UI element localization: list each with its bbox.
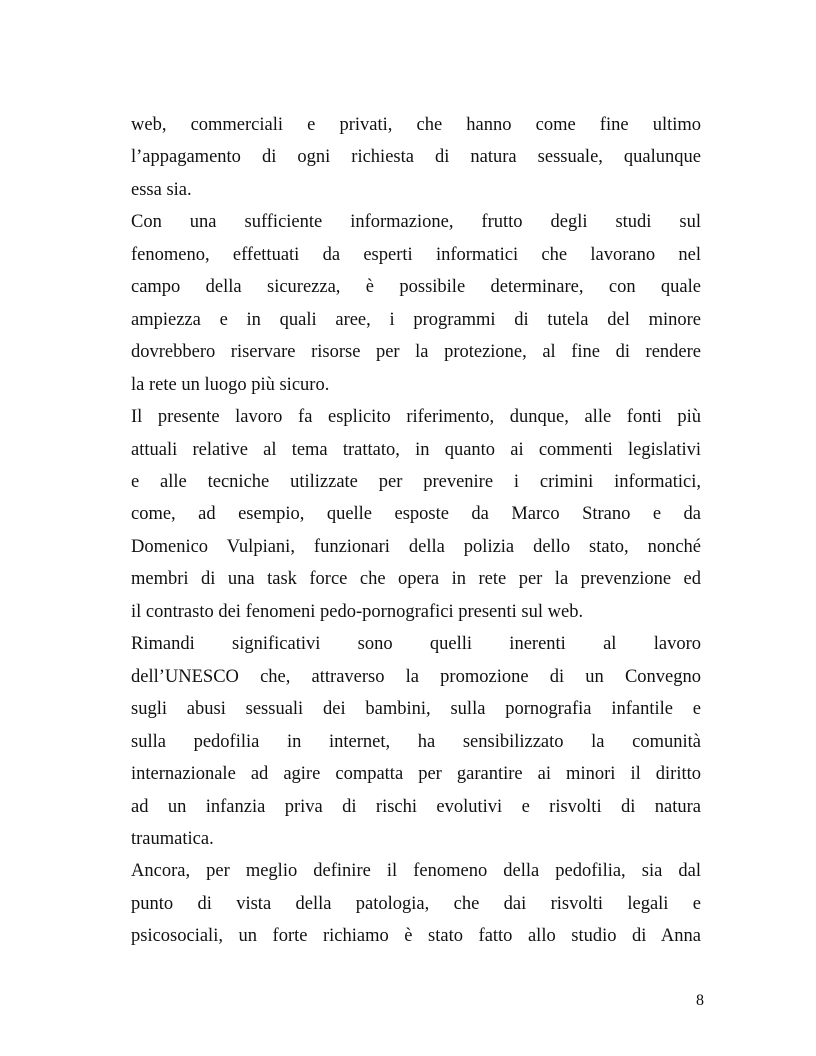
text-line: Ancora, per meglio definire il fenomeno della pedofilia, sia dal bbox=[131, 861, 701, 882]
text-line: essa sia. bbox=[131, 179, 192, 200]
text-line: Con una sufficiente informazione, frutto degli studi sul bbox=[131, 212, 701, 233]
text-line: Rimandi significativi sono quelli inerenti al lavoro bbox=[131, 634, 701, 655]
text-line: ampiezza e in quali aree, i programmi di tutela del minore bbox=[131, 309, 701, 330]
text-line: campo della sicurezza, è possibile determinare, con quale bbox=[131, 277, 701, 298]
text-line: sugli abusi sessuali dei bambini, sulla pornografia infantile e bbox=[131, 699, 701, 720]
text-line: l’appagamento di ogni richiesta di natura sessuale, qualunque bbox=[131, 147, 701, 168]
text-line: come, ad esempio, quelle esposte da Marco Strano e da bbox=[131, 504, 701, 525]
text-line: punto di vista della patologia, che dai risvolti legali e bbox=[131, 893, 701, 914]
text-line: dovrebbero riservare risorse per la protezione, al fine di rendere bbox=[131, 342, 701, 363]
text-line: e alle tecniche utilizzate per prevenire i crimini informatici, bbox=[131, 472, 701, 492]
text-line: traumatica. bbox=[131, 828, 214, 849]
text-line: dell’UNESCO che, attraverso la promozione di un Convegno bbox=[131, 666, 701, 687]
text-line: internazionale ad agire compatta per garantire ai minori il diritto bbox=[131, 764, 701, 784]
text-line: ad un infanzia priva di rischi evolutivi e risvolti di natura bbox=[131, 796, 701, 817]
text-line: psicosociali, un forte richiamo è stato fatto allo studio di Anna bbox=[131, 926, 701, 947]
text-line: sulla pedofilia in internet, ha sensibilizzato la comunità bbox=[131, 731, 701, 752]
text-line: Il presente lavoro fa esplicito riferimento, dunque, alle fonti più bbox=[131, 407, 701, 428]
text-line: la rete un luogo più sicuro. bbox=[131, 374, 330, 395]
text-line: Domenico Vulpiani, funzionari della polizia dello stato, nonché bbox=[131, 536, 701, 557]
page-number: 8 bbox=[696, 992, 704, 1009]
text-line: attuali relative al tema trattato, in quanto ai commenti legislativi bbox=[131, 439, 701, 460]
text-line: fenomeno, effettuati da esperti informatici che lavorano nel bbox=[131, 244, 701, 265]
text-line: il contrasto dei fenomeni pedo-pornografici presenti sul web. bbox=[131, 601, 584, 622]
text-line: web, commerciali e privati, che hanno come fine ultimo bbox=[131, 115, 701, 135]
text-line: membri di una task force che opera in rete per la prevenzione ed bbox=[131, 569, 701, 590]
